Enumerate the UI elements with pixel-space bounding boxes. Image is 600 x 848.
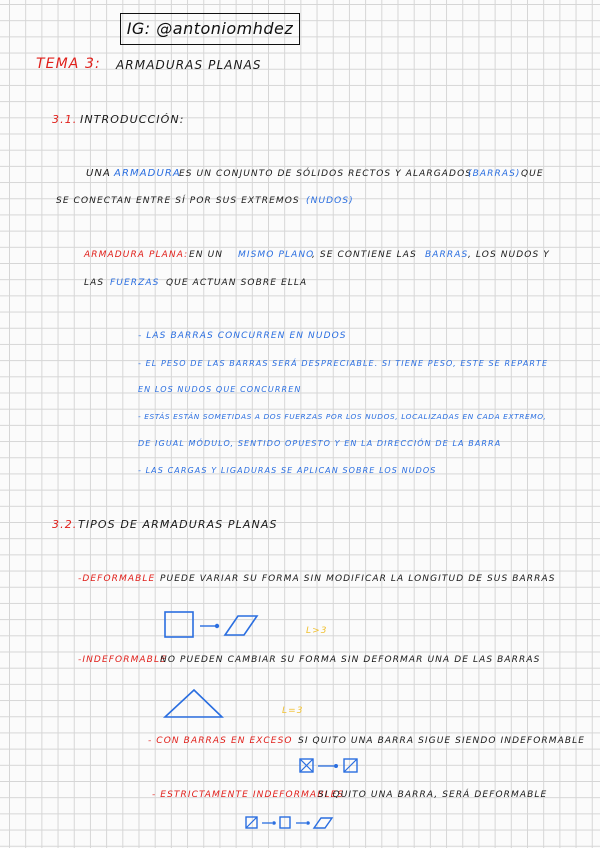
indeformable-label: -INDEFORMABLE [78,655,167,665]
intro-w2: ARMADURA [114,168,181,179]
plana-e: , LOS NUDOS Y [468,250,550,260]
indeformable-note: L=3 [282,706,304,716]
title-prefix: TEMA 3: [36,56,101,72]
plana-l2a: LAS [84,278,105,288]
page-title: ARMADURAS PLANAS [116,58,262,72]
bullet-3: - ESTÁS ESTÁN SOMETIDAS A DOS FUERZAS POR LOS NUDOS, LOCALIZADAS EN CADA EXTREMO, [138,412,547,421]
section-3-2-title: TIPOS DE ARMADURAS PLANAS [78,518,278,531]
bullet-2-cont: EN LOS NUDOS QUE CONCURREN [138,385,302,394]
estricta-text: SI QUITO UNA BARRA, SERÁ DEFORMABLE [318,790,548,800]
intro-line2: SE CONECTAN ENTRE SÍ POR SUS EXTREMOS [56,196,300,206]
intro-w1: UNA [86,168,111,179]
plana-label: ARMADURA PLANA: [84,250,189,260]
section-3-2-number: 3.2. [52,518,78,531]
deformable-text: PUEDE VARIAR SU FORMA SIN MODIFICAR LA LONGITUD DE SUS BARRAS [160,574,556,584]
exceso-diagram [296,755,366,777]
deformable-diagram [160,608,270,642]
exceso-label: - CON BARRAS EN EXCESO [148,736,293,746]
plana-l2b: FUERZAS [110,278,160,288]
section-3-1-title: INTRODUCCIÓN: [80,113,185,126]
estricta-diagram [242,812,342,834]
indeformable-text: NO PUEDEN CAMBIAR SU FORMA SIN DEFORMAR UNA DE LAS BARRAS [160,655,541,665]
intro-w5: QUE [521,169,544,179]
bullet-3-cont: DE IGUAL MÓDULO, SENTIDO OPUESTO Y EN LA DIRECCIÓN DE LA BARRA [138,439,502,448]
brand-box: IG: @antoniomhdez [120,13,300,45]
intro-w4: (BARRAS) [468,169,521,179]
intro-w3: ES UN CONJUNTO DE SÓLIDOS RECTOS Y ALARGADOS [179,169,473,179]
deformable-note: L>3 [306,626,328,636]
plana-b: MISMO PLANO [238,250,315,260]
plana-a: EN UN [189,250,224,260]
intro-nudos: (NUDOS) [306,196,354,206]
bullet-4: - LAS CARGAS Y LIGADURAS SE APLICAN SOBRE LOS NUDOS [138,466,437,475]
plana-d: BARRAS [425,250,469,260]
bullet-2: - EL PESO DE LAS BARRAS SERÁ DESPRECIABLE. SI TIENE PESO, ESTE SE REPARTE [138,359,549,368]
bullet-1: - LAS BARRAS CONCURREN EN NUDOS [138,331,347,341]
exceso-text: SI QUITO UNA BARRA SIGUE SIENDO INDEFORMABLE [298,736,586,746]
plana-l2c: QUE ACTUAN SOBRE ELLA [166,278,308,288]
indeformable-diagram [160,686,230,722]
deformable-label: -DEFORMABLE [78,574,156,584]
section-3-1-number: 3.1. [52,113,78,126]
estricta-label: - ESTRICTAMENTE INDEFORMABLES [152,790,345,800]
plana-c: , SE CONTIENE LAS [312,250,417,260]
